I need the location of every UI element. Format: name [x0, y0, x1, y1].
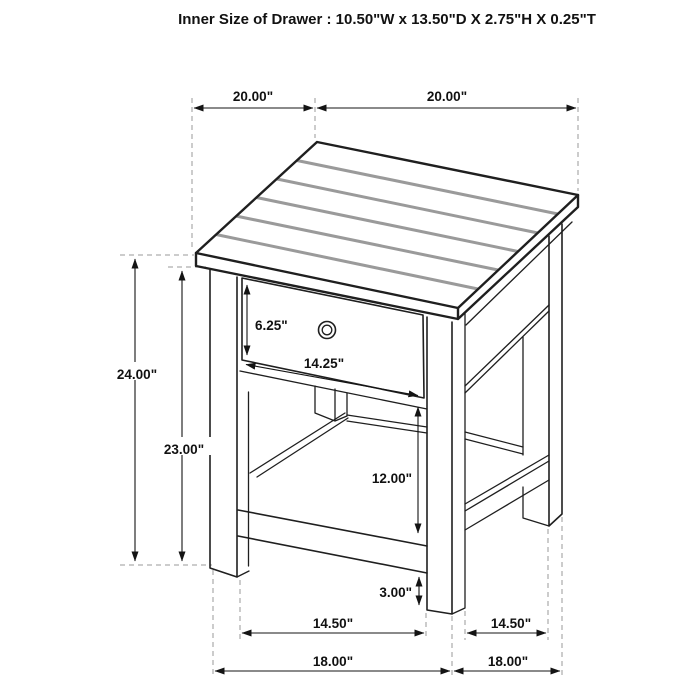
label-inner-front: 14.50" — [312, 616, 354, 631]
label-outer-side: 18.00" — [487, 654, 529, 669]
front-left-leg — [210, 269, 249, 577]
front-right-leg — [427, 313, 465, 614]
label-foot-height: 3.00" — [379, 585, 412, 600]
label-shelf-clearance: 12.00" — [371, 471, 412, 486]
dimension-labels — [106, 89, 531, 669]
label-outer-front: 18.00" — [312, 654, 354, 669]
diagram-title: Inner Size of Drawer : 10.50"W x 13.50"D X 2.75"H X 0.25"T — [178, 11, 596, 28]
dimension-lines — [135, 108, 576, 671]
side-apron-and-stretchers — [465, 305, 549, 530]
lower-shelf — [238, 413, 427, 573]
drawer-knob-inner — [322, 325, 332, 335]
extension-lines — [120, 98, 578, 676]
label-top-depth: 20.00" — [232, 89, 274, 104]
label-total-height: 24.00" — [116, 367, 158, 382]
label-leg-height: 23.00" — [163, 442, 205, 457]
label-top-width: 20.00" — [426, 89, 468, 104]
table-drawing — [196, 142, 578, 614]
label-drawer-width: 14.25" — [303, 356, 345, 371]
back-right-leg — [523, 224, 562, 526]
tabletop — [196, 142, 578, 325]
label-drawer-height: 6.25" — [255, 318, 288, 333]
label-inner-side: 14.50" — [490, 616, 532, 631]
drawer-knob-icon — [319, 322, 336, 339]
